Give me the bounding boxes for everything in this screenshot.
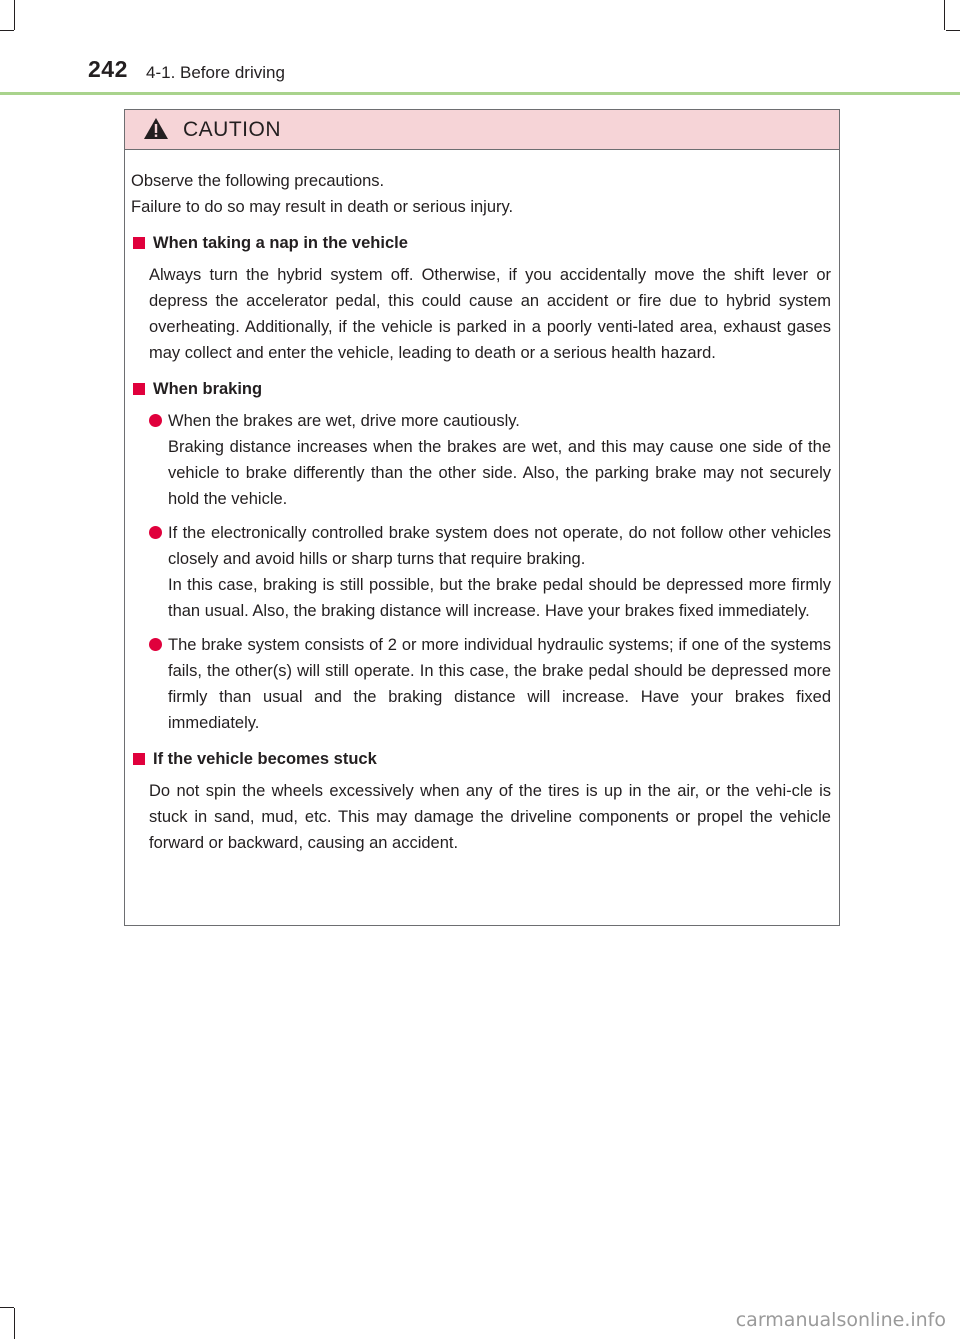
caution-box [124,109,840,926]
intro-line-2: Failure to do so may result in death or serious injury. [131,198,514,216]
square-bullet-icon [133,237,145,249]
braking-bullet-3 [149,632,831,736]
braking-heading [131,376,831,402]
braking-bullet-1-line-1: When the brakes are wet, drive more cautiously. [168,412,520,430]
braking-bullet-2 [149,520,831,624]
braking-bullet-2-line-2: In this case, braking is still possible, but the brake pedal should be depressed more firmly than usual. Also, the braking distance will increase. Have your brakes fixed immediately. [168,576,831,620]
stuck-heading [131,746,831,772]
caution-body [125,150,839,856]
braking-bullet-1-line-2: Braking distance increases when the brakes are wet, and this may cause one side of the vehicle to brake differently than the other side. Also, the parking brake may not securely hold the vehicle. [168,438,831,508]
warning-triangle-icon [143,117,169,140]
braking-bullet-1-text [168,408,831,512]
section-title: 4-1. Before driving [146,63,285,82]
braking-bullet-3-text [168,632,831,736]
round-bullet-icon [149,526,162,539]
braking-bullet-2-text [168,520,831,624]
braking-bullet-3-line-1: The brake system consists of 2 or more individual hydraulic systems; if one of the systems fails, the other(s) will still operate. In this case, the brake pedal should be depressed more firmly than usual and the braking distance will increase. Have your brakes fixed immediately. [168,636,831,732]
nap-heading [131,230,831,256]
intro-line-1: Observe the following precautions. [131,172,385,190]
caution-header [125,110,839,150]
stuck-heading-text: If the vehicle becomes stuck [153,750,377,768]
stuck-text: Do not spin the wheels excessively when any of the tires is up in the air, or the vehi-cle is stuck in sand, mud, etc. This may damage the driveline components or propel the vehicle forward or backward, causing an accident. [149,782,831,852]
nap-heading-text: When taking a nap in the vehicle [153,234,408,252]
square-bullet-icon [133,753,145,765]
round-bullet-icon [149,414,162,427]
caution-title: CAUTION [183,118,281,141]
nap-text: Always turn the hybrid system off. Otherwise, if you accidentally move the shift lever or depress the accelerator pedal, this could cause an accident or fire due to hybrid system overheating. Additionally, if the vehicle is parked in a poorly venti-lated area, exhaust gases may collect and enter the vehicle, leading to death or a serious health hazard. [149,266,831,362]
braking-bullet-1 [149,408,831,512]
caution-intro [131,168,831,220]
page-number: 242 [88,56,128,82]
braking-bullet-2-line-1: If the electronically controlled brake system does not operate, do not follow other vehicles closely and avoid hills or sharp turns that require braking. [168,524,831,568]
page-header [0,0,960,100]
crop-mark-bottom-left-v [14,1308,15,1339]
crop-mark-bottom-left-h [0,1307,14,1308]
watermark: carmanualsonline.info [735,1309,946,1331]
round-bullet-icon [149,638,162,651]
header-rule [0,92,960,95]
braking-heading-text: When braking [153,380,263,398]
square-bullet-icon [133,383,145,395]
